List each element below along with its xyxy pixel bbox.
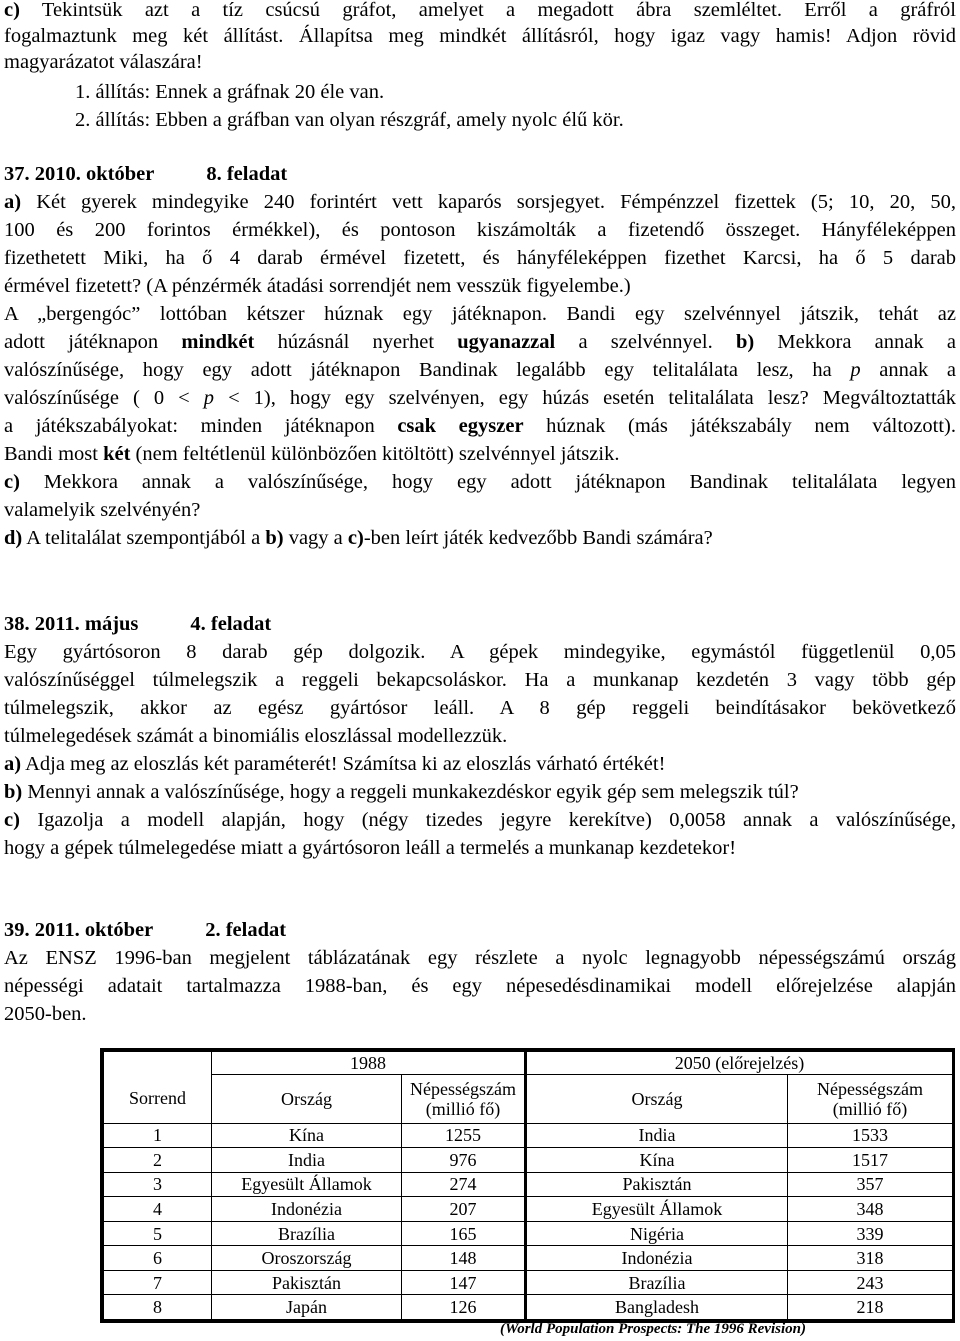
table-corner [104,1052,212,1075]
country-2050-cell: Nigéria [526,1221,788,1246]
text-line: 2050-ben. [4,1003,87,1025]
country-1988-cell: Oroszország [212,1246,402,1271]
group-header-2050: 2050 (előrejelzés) [526,1052,953,1075]
rank-cell: 2 [104,1148,212,1173]
table-row [104,1172,953,1197]
population-1988-cell: 126 [402,1295,526,1320]
text-line: 2. állítás: Ebben a gráfban van olyan részgráf, amely nyolc élű kör. [75,109,624,131]
country-2050-cell: Indonézia [526,1246,788,1271]
country-2050-cell: Bangladesh [526,1295,788,1320]
text-line: érmével fizetett? (A pénzérmék átadási sorrendjét nem vesszük figyelembe.) [4,275,631,297]
table-row [104,1197,953,1222]
country-1988-cell: Indonézia [212,1197,402,1222]
population-1988-cell: 207 [402,1197,526,1222]
text-line: A „bergengóc” lottóban kétszer húznak egy játéknapon. Bandi egy szelvénnyel játszik, tehát az [4,303,956,325]
population-1988-cell: 165 [402,1221,526,1246]
country-2050-cell: India [526,1123,788,1148]
population-1988-cell: 148 [402,1246,526,1271]
population-2050-cell: 339 [788,1221,953,1246]
text-line: fizethetett Miki, ha ő 4 darab érmével fizetett, és hányféleképpen fizethet Karcsi, ha ő 5 darab [4,247,956,269]
rank-cell: 6 [104,1246,212,1271]
country-1988-cell: Egyesült Államok [212,1172,402,1197]
country-1988-cell: Pakisztán [212,1270,402,1295]
population-2050-cell: 357 [788,1172,953,1197]
text-line: valószínűsége, hogy egy adott játéknapon Bandinak legalább egy telitalálata lesz, ha p annak a [4,359,956,381]
country-2050-cell: Pakisztán [526,1172,788,1197]
population-1988-cell: 147 [402,1270,526,1295]
table-row [104,1148,953,1173]
population-2050-cell: 348 [788,1197,953,1222]
text-line: b) Mennyi annak a valószínűsége, hogy a reggeli munkakezdéskor egyik gép sem melegszik túl? [4,781,799,803]
col-header-population: Népességszám (millió fő) [402,1074,526,1123]
country-2050-cell: Kína [526,1148,788,1173]
table-row [104,1123,953,1148]
country-2050-cell: Egyesült Államok [526,1197,788,1222]
rank-cell: 5 [104,1221,212,1246]
text-line: 1. állítás: Ennek a gráfnak 20 éle van. [75,81,385,103]
population-2050-cell: 1533 [788,1123,953,1148]
population-2050-cell: 218 [788,1295,953,1320]
text-line: Egy gyártósoron 8 darab gép dolgozik. A gépek mindegyike, egymástól függetlenül 0,05 [4,641,956,663]
text-line: túlmelegedések számát a binomiális eloszlással modellezzük. [4,725,508,747]
table-row [104,1221,953,1246]
population-1988-cell: 274 [402,1172,526,1197]
country-1988-cell: Japán [212,1295,402,1320]
text-line: valamelyik szelvényén? [4,499,201,521]
col-header-country: Ország [212,1074,402,1123]
text-line: 100 és 200 forintos érmékkel), és pontoson kiszámolták a fizetendő összeget. Hányféleképpen [4,219,956,241]
text-line: c) Tekintsük azt a tíz csúcsú gráfot, amelyet a megadott ábra szemléltet. Erről a gráfról [4,0,956,21]
population-1988-cell: 976 [402,1148,526,1173]
country-2050-cell: Brazília [526,1270,788,1295]
country-1988-cell: India [212,1148,402,1173]
text-line: valószínűséggel túlmelegszik a reggeli bekapcsoláskor. Ha a munkanap kezdetén 3 vagy több gép [4,669,956,691]
text-line: a játékszabályokat: minden játéknapon csak egyszer húznak (más játékszabály nem változott). [4,415,957,437]
text-line: adott játéknapon mindkét húzásnál nyerhet ugyanazzal a szelvénnyel. b) Mekkora annak a [4,331,956,353]
text-line: túlmelegszik, akkor az egész gyártósor leáll. A 8 gép reggeli beindításakor bekövetkező [4,697,956,719]
population-2050-cell: 1517 [788,1148,953,1173]
text-line: hogy a gépek túlmelegedése miatt a gyártósoron leáll a termelés a munkanap kezdetekor! [4,837,737,859]
text-line: fogalmaztunk meg két állítást. Állapítsa meg mindkét állításról, hogy igaz vagy hamis! Adjon rövid [4,25,956,47]
population-1988-cell: 1255 [402,1123,526,1148]
population-2050-cell: 243 [788,1270,953,1295]
col-header-population-2050: Népességszám (millió fő) [788,1074,953,1123]
section-heading: 38. 2011. május 4. feladat [4,613,272,635]
rank-cell: 8 [104,1295,212,1320]
text-line: d) A telitalálat szempontjából a b) vagy a c)-ben leírt játék kedvezőbb Bandi számára? [4,527,713,549]
rank-cell: 3 [104,1172,212,1197]
group-header-1988: 1988 [212,1052,526,1075]
rank-cell: 1 [104,1123,212,1148]
country-1988-cell: Kína [212,1123,402,1148]
text-line: Az ENSZ 1996-ban megjelent táblázatának egy részlete a nyolc legnagyobb népességszámú ország [4,947,956,969]
text-line: c) Igazolja a modell alapján, hogy (négy tizedes jegyre kerekítve) 0,0058 annak a valószínűsége, [4,809,956,831]
col-header-rank: Sorrend [104,1074,212,1123]
table-source: (World Population Prospects: The 1996 Revision) [500,1321,806,1337]
table-row [104,1295,953,1320]
section-heading: 39. 2011. október 2. feladat [4,919,287,941]
country-1988-cell: Brazília [212,1221,402,1246]
text-line: valószínűsége ( 0 < p < 1), hogy egy szelvényen, egy húzás esetén telitalálata lesz? Megváltoztatták [4,387,956,409]
col-header-country-2050: Ország [526,1074,788,1123]
rank-cell: 4 [104,1197,212,1222]
population-2050-cell: 318 [788,1246,953,1271]
text-line: a) Két gyerek mindegyike 240 forintért vett kaparós sorsjegyet. Fémpénzzel fizettek (5; 10, 20, 50, [4,191,956,213]
text-line: magyarázatot válaszára! [4,51,203,73]
table-row [104,1270,953,1295]
text-line: népességi adatait tartalmazza 1988-ban, és egy népesedésdinamikai modell előrejelzése alapján [4,975,956,997]
text-line: c) Mekkora annak a valószínűsége, hogy egy adott játéknapon Bandinak telitalálata legyen [4,471,956,493]
text-line: a) Adja meg az eloszlás két paraméterét! Számítsa ki az eloszlás várható értékét! [4,753,666,775]
population-table [100,1048,955,1323]
text-line: Bandi most két (nem feltétlenül különbözően kitöltött) szelvénnyel játszik. [4,443,620,465]
rank-cell: 7 [104,1270,212,1295]
table-row [104,1246,953,1271]
section-heading: 37. 2010. október 8. feladat [4,163,288,185]
